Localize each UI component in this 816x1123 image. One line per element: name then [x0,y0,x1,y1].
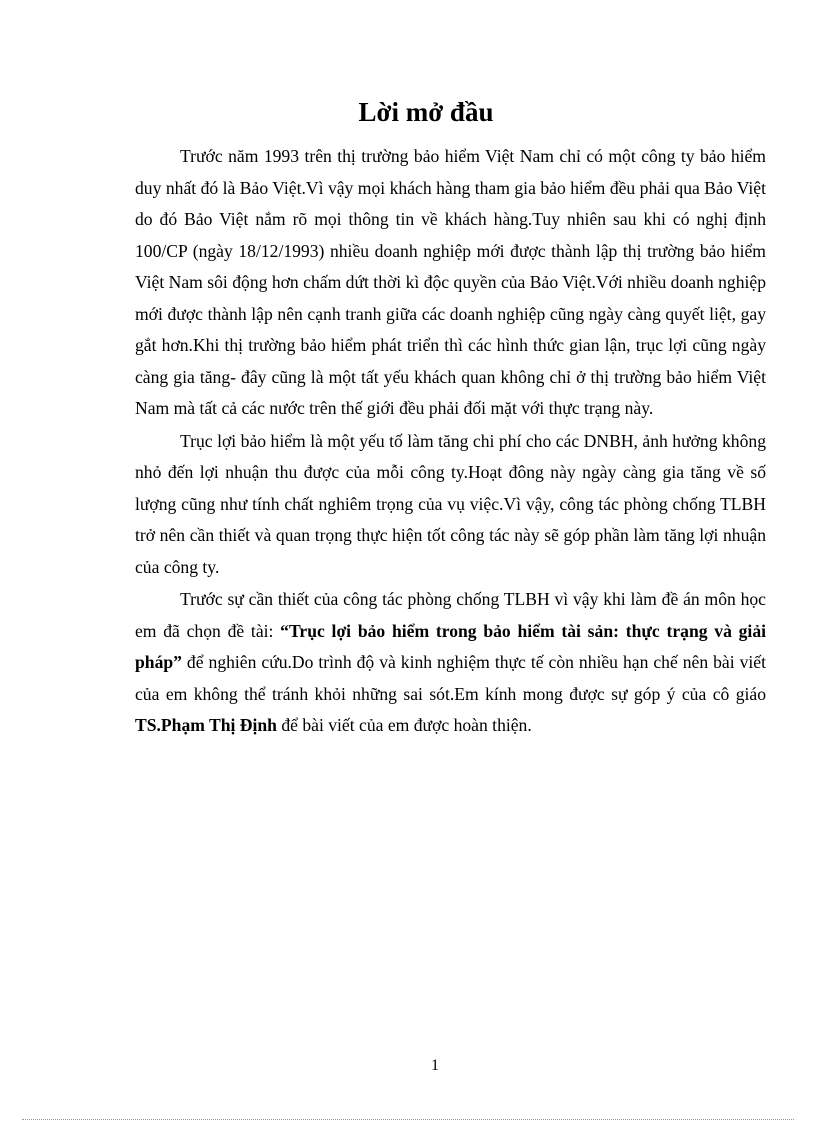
paragraph-1: Trước năm 1993 trên thị trường bảo hiểm Việt Nam chỉ có một công ty bảo hiểm duy nhất đó là Bảo Việt.Vì vậy mọi khách hàng tham gia bảo hiểm đều phải qua Bảo Việt do đó Bảo Việt nắm rõ mọi thông tin về khách hàng.Tuy nhiên sau khi có nghị định 100/CP (ngày 18/12/1993) nhiều doanh nghiệp mới được thành lập thị trường bảo hiểm Việt Nam sôi động hơn chấm dứt thời kì độc quyền của Bảo Việt.Với nhiều doanh nghiệp mới được thành lập nên cạnh tranh giữa các doanh nghiệp cũng ngày càng quyết liệt, gay gắt hơn.Khi thị trường bảo hiểm phát triển thì các hình thức gian lận, trục lợi cũng ngày càng gia tăng- đây cũng là một tất yếu khách quan không chỉ ở thị trường bảo hiểm Việt Nam mà tất cả các nước trên thế giới đều phải đối mặt với thực trạng này. [135,146,766,418]
body-text [135,141,766,743]
paragraph-3 [135,584,766,742]
teacher-name: TS.Phạm Thị Định [135,715,277,735]
page-title: Lời mở đầu [358,97,494,127]
paragraph-3-end: để bài viết của em được hoàn thiện. [276,715,532,735]
paragraph-3-middle: để nghiên cứu.Do trình độ và kinh nghiệm thực tế còn nhiều hạn chế nên bài viết của em không thể tránh khỏi những sai sót.Em kính mong được sự góp ý của cô giáo [135,652,766,704]
paragraph-2: Trục lợi bảo hiểm là một yếu tố làm tăng chi phí cho các DNBH, ảnh hưởng không nhỏ đến lợi nhuận thu được của mỗi công ty.Hoạt đông này ngày càng gia tăng về số lượng cũng như tính chất nghiêm trọng của vụ việc.Vì vậy, công tác phòng chống TLBH trở nên cần thiết và quan trọng thực hiện tốt công tác này sẽ góp phần làm tăng lợi nhuận của công ty. [135,430,766,577]
page-number: 1 [431,1057,439,1074]
thesis-topic: “Trục lợi bảo hiểm trong bảo hiểm tài sản: thực trạng và giải pháp” [135,620,767,672]
paragraph-3-intro: Trước sự cần thiết của công tác phòng chống TLBH vì vậy khi làm đề án môn học em đã chọn đề tài: [135,589,766,641]
page-bottom-divider [22,1119,794,1120]
